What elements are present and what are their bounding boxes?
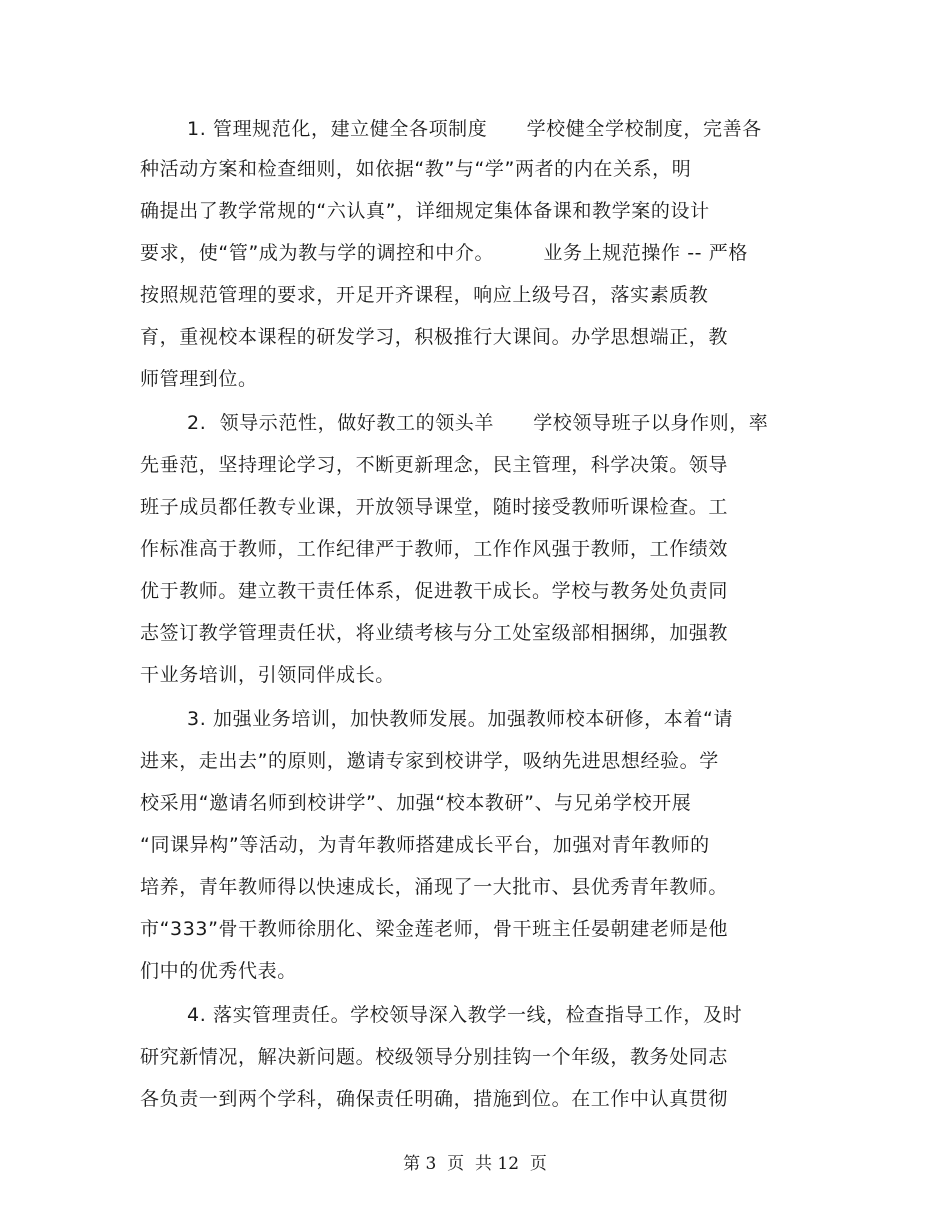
paragraph-line: 进来，走出去”的原则，邀请专家到校讲学，吸纳先进思想经验。学 xyxy=(140,750,719,772)
paragraph-line: 各负责一到两个学科，确保责任明确，措施到位。在工作中认真贯彻 xyxy=(140,1088,729,1110)
page-footer: 第 3 页 共 12 页 xyxy=(403,1154,547,1174)
paragraph-line: 4. 落实管理责任。学校领导深入教学一线，检查指导工作，及时 xyxy=(187,1004,743,1026)
paragraph-line: 2. 领导示范性，做好教工的领头羊 学校领导班子以身作则，率 xyxy=(187,412,769,434)
paragraph-line: 要求，使“管”成为教与学的调控和中介。 业务上规范操作 -- 严格 xyxy=(140,242,748,264)
paragraph-line: 育，重视校本课程的研发学习，积极推行大课间。办学思想端正，教 xyxy=(140,326,729,348)
paragraph-line: 3. 加强业务培训，加快教师发展。加强教师校本研修，本着“请 xyxy=(187,708,734,730)
paragraph-line: 校采用“邀请名师到校讲学”、加强“校本教研”、与兄弟学校开展 xyxy=(140,792,692,814)
paragraph-line: 种活动方案和检查细则，如依据“教”与“学”两者的内在关系，明 xyxy=(140,158,692,180)
paragraph-line: 班子成员都任教专业课，开放领导课堂，随时接受教师听课检查。工 xyxy=(140,496,729,518)
paragraph-line: “同课异构”等活动，为青年教师搭建成长平台，加强对青年教师的 xyxy=(140,834,710,856)
paragraph-line: 先垂范，坚持理论学习，不断更新理念，民主管理，科学决策。领导 xyxy=(140,454,729,476)
paragraph-line: 研究新情况，解决新问题。校级领导分别挂钩一个年级，教务处同志 xyxy=(140,1046,729,1068)
paragraph-line: 干业务培训，引领同伴成长。 xyxy=(140,664,395,686)
paragraph-line: 按照规范管理的要求，开足开齐课程，响应上级号召，落实素质教 xyxy=(140,284,709,306)
paragraph-line: 1. 管理规范化，建立健全各项制度 学校健全学校制度，完善各 xyxy=(187,118,762,140)
paragraph-line: 志签订教学管理责任状，将业绩考核与分工处室级部相捆绑，加强教 xyxy=(140,622,729,644)
paragraph-line: 师管理到位。 xyxy=(140,368,258,390)
paragraph-line: 优于教师。建立教干责任体系，促进教干成长。学校与教务处负责同 xyxy=(140,580,729,602)
paragraph-line: 作标准高于教师，工作纪律严于教师，工作作风强于教师，工作绩效 xyxy=(140,538,729,560)
paragraph-line: 们中的优秀代表。 xyxy=(140,960,297,982)
paragraph-line: 培养，青年教师得以快速成长，涌现了一大批市、县优秀青年教师。 xyxy=(140,876,729,898)
paragraph-line: 确提出了教学常规的“六认真”，详细规定集体备课和教学案的设计 xyxy=(140,200,710,222)
paragraph-line: 市“333”骨干教师徐朋化、梁金莲老师，骨干班主任晏朝建老师是他 xyxy=(140,918,729,940)
